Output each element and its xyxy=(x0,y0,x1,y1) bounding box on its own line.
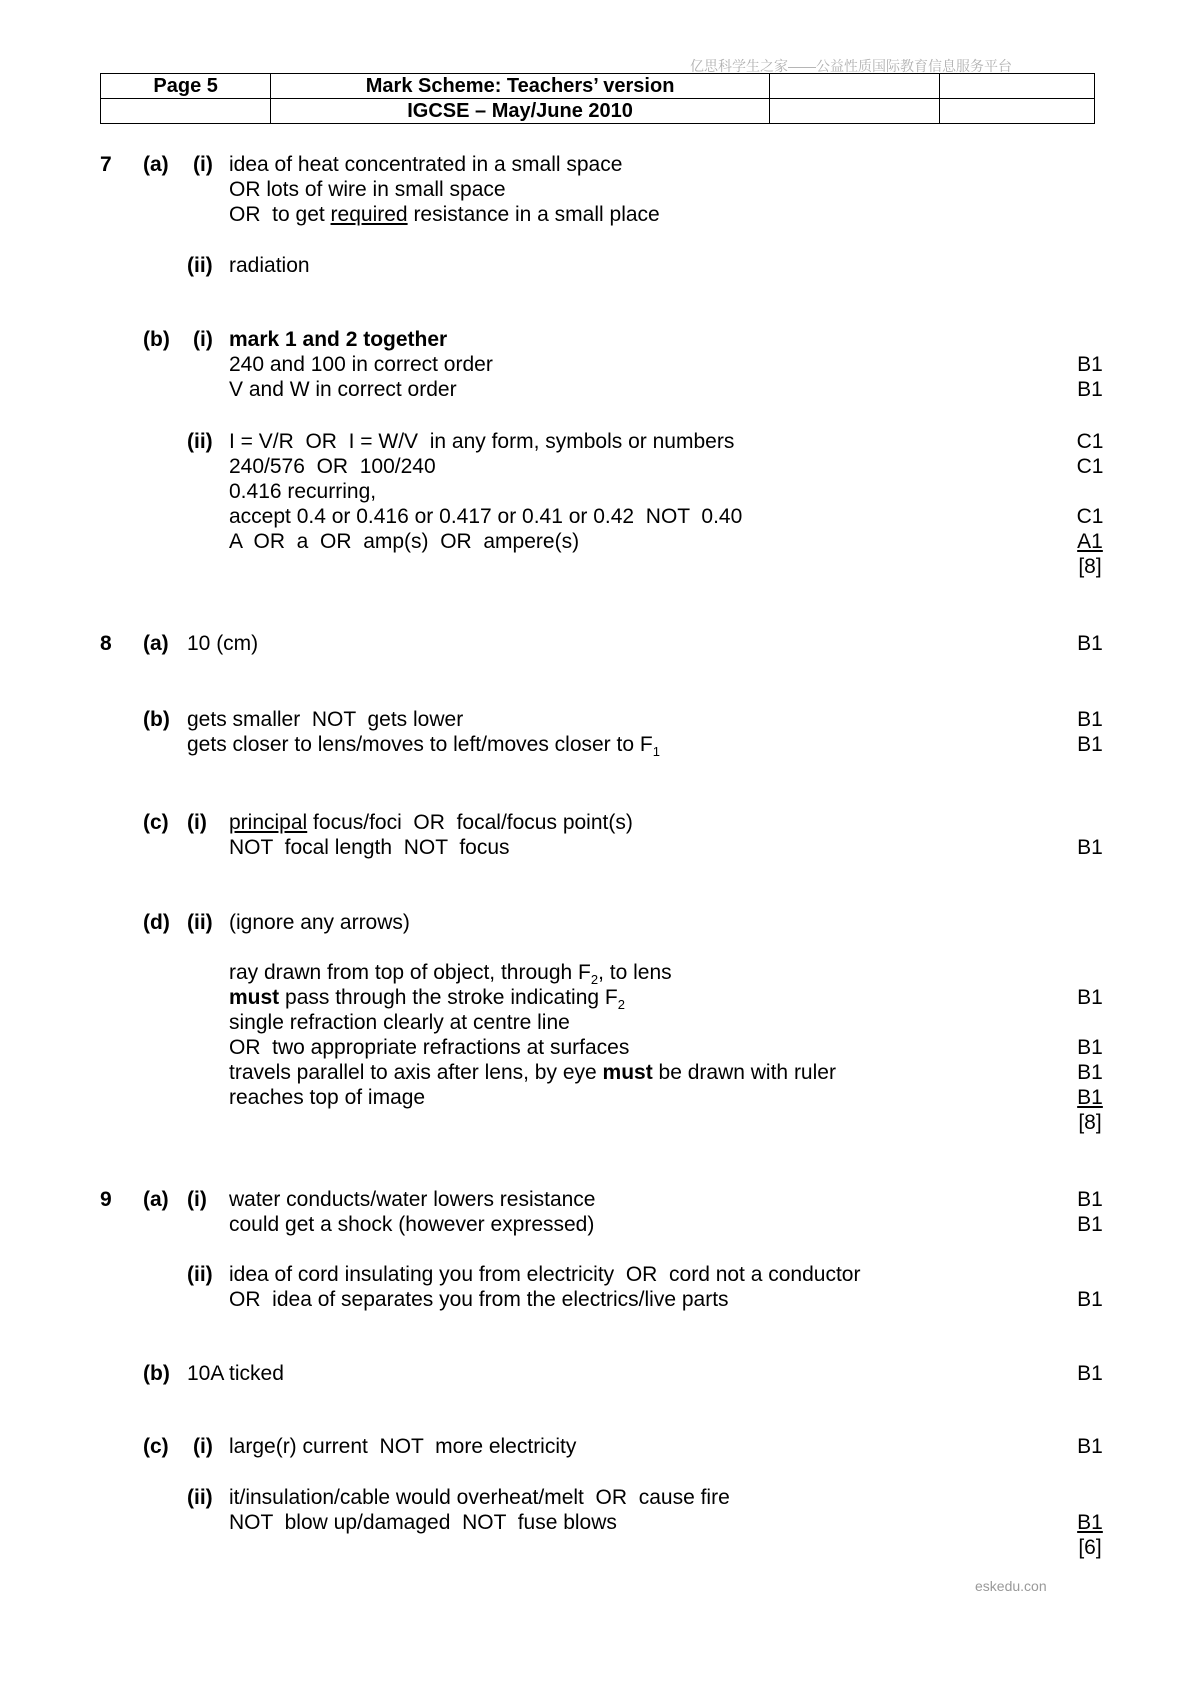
q8-d-line5 xyxy=(229,1060,836,1085)
q9-ai-line1: water conducts/water lowers resistance xyxy=(229,1188,596,1211)
q8-d-line5-bold: must xyxy=(602,1061,653,1084)
q9-part-c: (c) xyxy=(143,1435,169,1458)
q7-bii-line1: I = V/R OR I = W/V in any form, symbols or numbers xyxy=(229,430,735,453)
header-empty-4 xyxy=(769,99,939,124)
q8-d-line5-pre: travels parallel to axis after lens, by eye xyxy=(229,1061,603,1084)
q7-b-ii: (ii) xyxy=(187,430,213,453)
q9-a-ii: (ii) xyxy=(187,1263,213,1286)
watermark-top: 亿思科学生之家——公益性质国际教育信息服务平台 xyxy=(690,58,1012,74)
q8-b-line1: gets smaller NOT gets lower xyxy=(187,708,464,731)
q7-total: [8] xyxy=(1078,555,1102,578)
q9-number: 9 xyxy=(100,1188,112,1211)
header-title: Mark Scheme: Teachers’ version xyxy=(271,74,770,99)
q9-b-line1: 10A ticked xyxy=(187,1362,284,1385)
q8-ci-line1-post: focus/foci OR focal/focus point(s) xyxy=(307,811,633,834)
header-exam: IGCSE – May/June 2010 xyxy=(271,99,770,124)
q7-bii-line2-mark: C1 xyxy=(1076,455,1104,478)
q7-ai-line2: OR lots of wire in small space xyxy=(229,178,506,201)
q7-bi-line1: 240 and 100 in correct order xyxy=(229,353,493,376)
q9-c-ii: (ii) xyxy=(187,1486,213,1509)
q8-d-line1-text: ray drawn from top of object, through F xyxy=(229,961,591,984)
q8-b-line2-mark: B1 xyxy=(1077,733,1103,756)
q7-a-i: (i) xyxy=(193,153,213,176)
header-empty-3 xyxy=(101,99,271,124)
q8-c-i: (i) xyxy=(187,811,207,834)
q7-ai-line3-underlined: required xyxy=(330,203,408,226)
q8-part-c: (c) xyxy=(143,811,169,834)
q8-a-mark: B1 xyxy=(1077,632,1103,655)
q9-part-b: (b) xyxy=(143,1362,170,1385)
q9-c-i: (i) xyxy=(193,1435,213,1458)
q9-ai-line2: could get a shock (however expressed) xyxy=(229,1213,595,1236)
q9-ci-mark: B1 xyxy=(1077,1435,1103,1458)
q8-a-line1: 10 (cm) xyxy=(187,632,259,655)
q9-ai-line1-mark: B1 xyxy=(1077,1188,1103,1211)
q9-b-mark: B1 xyxy=(1077,1362,1103,1385)
q7-bi-line2-mark: B1 xyxy=(1077,378,1103,401)
q9-total: [6] xyxy=(1078,1536,1102,1559)
q7-aii-line1: radiation xyxy=(229,254,310,277)
q8-d-line5-post: be drawn with ruler xyxy=(652,1061,836,1084)
q9-cii-line1: it/insulation/cable would overheat/melt OR cause fire xyxy=(229,1486,730,1509)
q7-bi-heading: mark 1 and 2 together xyxy=(229,328,448,351)
q9-part-a: (a) xyxy=(143,1188,169,1211)
q7-ai-line3 xyxy=(229,202,660,227)
q7-part-a: (a) xyxy=(143,153,169,176)
q7-bii-line1-mark: C1 xyxy=(1076,430,1104,453)
header-empty-2 xyxy=(939,74,1094,99)
header-page: Page 5 xyxy=(101,74,271,99)
q8-d-line2-bold: must xyxy=(229,986,280,1009)
q9-ai-line2-mark: B1 xyxy=(1077,1213,1103,1236)
header-table xyxy=(100,73,1095,124)
header-empty-5 xyxy=(939,99,1094,124)
q9-aii-mark: B1 xyxy=(1077,1288,1103,1311)
q8-d-line6-mark: B1 xyxy=(1077,1086,1103,1109)
q9-aii-line2: OR idea of separates you from the electrics/live parts xyxy=(229,1288,729,1311)
q8-part-d: (d) xyxy=(143,911,170,934)
q8-d-line2-sub: 2 xyxy=(617,997,625,1013)
q8-d-line6: reaches top of image xyxy=(229,1086,426,1109)
q7-b-i: (i) xyxy=(193,328,213,351)
q8-d-line3: single refraction clearly at centre line xyxy=(229,1011,570,1034)
q8-part-b: (b) xyxy=(143,708,170,731)
q7-number: 7 xyxy=(100,153,112,176)
q7-bi-line1-mark: B1 xyxy=(1077,353,1103,376)
q8-d-line4: OR two appropriate refractions at surfaces xyxy=(229,1036,630,1059)
q8-ci-line2: NOT focal length NOT focus xyxy=(229,836,510,859)
header-empty-1 xyxy=(769,74,939,99)
q9-ci-line1: large(r) current NOT more electricity xyxy=(229,1435,577,1458)
q8-part-a: (a) xyxy=(143,632,169,655)
q7-part-b: (b) xyxy=(143,328,170,351)
q8-total: [8] xyxy=(1078,1111,1102,1134)
q9-a-i: (i) xyxy=(187,1188,207,1211)
watermark-bottom: eskedu.con xyxy=(975,1578,1047,1594)
q8-d-line1-sub: 2 xyxy=(590,972,599,988)
q7-bii-line4: accept 0.4 or 0.416 or 0.417 or 0.41 or 0.42 NOT 0.40 xyxy=(229,505,743,528)
q7-a-ii: (ii) xyxy=(187,254,213,277)
q7-bii-line5-mark: A1 xyxy=(1077,530,1103,553)
q8-b-line2-text: gets closer to lens/moves to left/moves closer to F xyxy=(187,733,653,756)
q8-d-line2-text: pass through the stroke indicating F xyxy=(279,986,618,1009)
q7-bii-line3: 0.416 recurring, xyxy=(229,480,377,503)
q7-bi-line2: V and W in correct order xyxy=(229,378,457,401)
q9-cii-line2: NOT blow up/damaged NOT fuse blows xyxy=(229,1511,617,1534)
q9-cii-mark: B1 xyxy=(1077,1511,1103,1534)
q7-ai-line3-post: resistance in a small place xyxy=(407,203,660,226)
q7-bii-line4-mark: C1 xyxy=(1076,505,1104,528)
q8-d-ii: (ii) xyxy=(187,911,213,934)
q8-b-line2-sub: 1 xyxy=(652,744,660,760)
q9-aii-line1: idea of cord insulating you from electricity OR cord not a conductor xyxy=(229,1263,861,1286)
q8-d-line1-post: , to lens xyxy=(598,961,672,984)
q8-d-line5-mark: B1 xyxy=(1077,1061,1103,1084)
q8-d-line0: (ignore any arrows) xyxy=(229,911,410,934)
q8-b-line2 xyxy=(187,732,660,764)
q8-ci-mark: B1 xyxy=(1077,836,1103,859)
q8-b-line1-mark: B1 xyxy=(1077,708,1103,731)
q8-number: 8 xyxy=(100,632,112,655)
q8-d-line4-mark: B1 xyxy=(1077,1036,1103,1059)
q7-ai-line1: idea of heat concentrated in a small space xyxy=(229,153,623,176)
q7-bii-line5: A OR a OR amp(s) OR ampere(s) xyxy=(229,530,580,553)
q8-ci-line1 xyxy=(229,810,633,835)
q8-ci-line1-underlined: principal xyxy=(229,811,308,834)
q7-ai-line3-pre: OR to get xyxy=(229,203,331,226)
q8-d-line2-mark: B1 xyxy=(1077,986,1103,1009)
q7-bii-line2: 240/576 OR 100/240 xyxy=(229,455,436,478)
